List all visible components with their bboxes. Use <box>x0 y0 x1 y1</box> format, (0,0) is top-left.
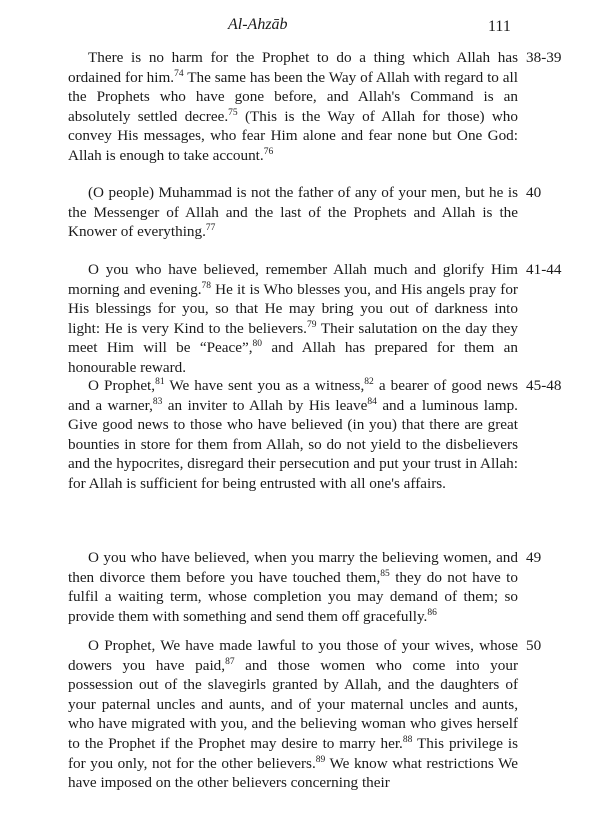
text-run: There is no harm for the Prophet to do a thing which Allah has ordained for him. <box>68 49 518 86</box>
verse-number: 45-48 <box>526 377 562 394</box>
paragraph <box>68 48 518 166</box>
footnote-marker: 75 <box>228 107 238 118</box>
paragraph-text <box>68 548 518 626</box>
verse-number: 38-39 <box>526 49 562 66</box>
page-header <box>0 16 600 42</box>
footnote-marker: 76 <box>263 146 274 157</box>
page-number: 111 <box>488 18 511 35</box>
text-run: Their salutation on the day they meet Him will be “Peace”, <box>68 319 518 357</box>
paragraph-text <box>68 260 518 378</box>
footnote-marker: 79 <box>306 319 317 330</box>
verse-number: 50 <box>526 637 542 654</box>
text-run: O you who have believed, when you marry the believing women, and then divorce them before you have touched them, <box>68 549 518 586</box>
paragraph <box>68 376 518 494</box>
text-run: (O people) Muhammad is not the father of any of your men, but he is the Messenger of Allah and the last of the Prophets and Allah is the Knower of everything. <box>68 184 518 241</box>
text-run: a bearer of good news and a warner, <box>68 377 518 414</box>
paragraph <box>68 260 518 378</box>
text-run: This privilege is for you only, not for the other believers. <box>68 734 518 772</box>
text-run: O you who have believed, remember Allah much and glorify Him morning and evening. <box>68 261 518 298</box>
verse-number: 49 <box>526 549 542 566</box>
text-run: We have sent you as a witness, <box>164 377 365 394</box>
paragraph <box>68 548 518 626</box>
paragraph <box>68 636 518 793</box>
footnote-marker: 81 <box>155 376 165 387</box>
text-run: they do not have to fulfil a waiting term, whose completion you may demand of them; so provide them with something and send them off gracefully. <box>68 568 518 625</box>
footnote-marker: 86 <box>427 607 437 618</box>
verse-number: 40 <box>526 184 542 201</box>
text-run: The same has been the Way of Allah with regard to all the Prophets who have gone before, and Allah's Command is an absolutely settled decree. <box>68 68 518 125</box>
footnote-marker: 89 <box>315 754 326 765</box>
footnote-marker: 87 <box>225 656 235 667</box>
text-run: O Prophet, <box>88 377 156 394</box>
footnote-marker: 80 <box>252 339 263 350</box>
text-run: and a luminous lamp. Give good news to those who have believed (in you) that there are great bounties in store for them from Allah, so do not yield to the disbelievers and the hypocrites, disregard their persecution and put your trust in Allah: for Allah is sufficient for being entrusted with all one's affairs. <box>68 396 518 492</box>
footnote-marker: 83 <box>152 396 163 407</box>
text-run: He it is Who blesses you, and His angels pray for His blessings for you, so that He may bring you out of darkness into light: He is very Kind to the believers. <box>68 280 518 337</box>
footnote-marker: 77 <box>205 223 216 234</box>
paragraph <box>68 183 518 242</box>
text-run: and those women who come into your possession out of the slavegirls granted by Allah, and the daughters of your paternal uncles and aunts, and of your maternal uncles and aunts, who have migrated with you, and the believing woman who gives herself to the Prophet if the Prophet may desire to marry her. <box>68 656 518 752</box>
text-run: O Prophet, We have made lawful to you those of your wives, whose dowers you have paid, <box>68 637 518 674</box>
footnote-marker: 82 <box>364 376 374 387</box>
paragraph-text <box>68 376 518 494</box>
paragraph-text <box>68 636 518 793</box>
footnote-marker: 78 <box>201 280 212 291</box>
text-run: (This is the Way of Allah for those) who convey His messages, who fear Him alone and fear none but One God: Allah is enough to take account. <box>68 107 518 164</box>
paragraph-text <box>68 183 518 242</box>
text-run: and Allah has prepared for them an honourable reward. <box>68 339 519 376</box>
text-run: an inviter to Allah by His leave <box>162 396 368 414</box>
footnote-marker: 84 <box>367 396 377 407</box>
footnote-marker: 85 <box>380 568 390 579</box>
paragraph-text <box>68 48 518 166</box>
running-title: Al-Ahzāb <box>228 16 288 33</box>
footnote-marker: 74 <box>174 68 184 79</box>
footnote-marker: 88 <box>402 734 413 745</box>
text-run: We know what restrictions We have imposed on the other believers concerning their <box>68 754 518 792</box>
verse-number: 41-44 <box>526 261 562 278</box>
